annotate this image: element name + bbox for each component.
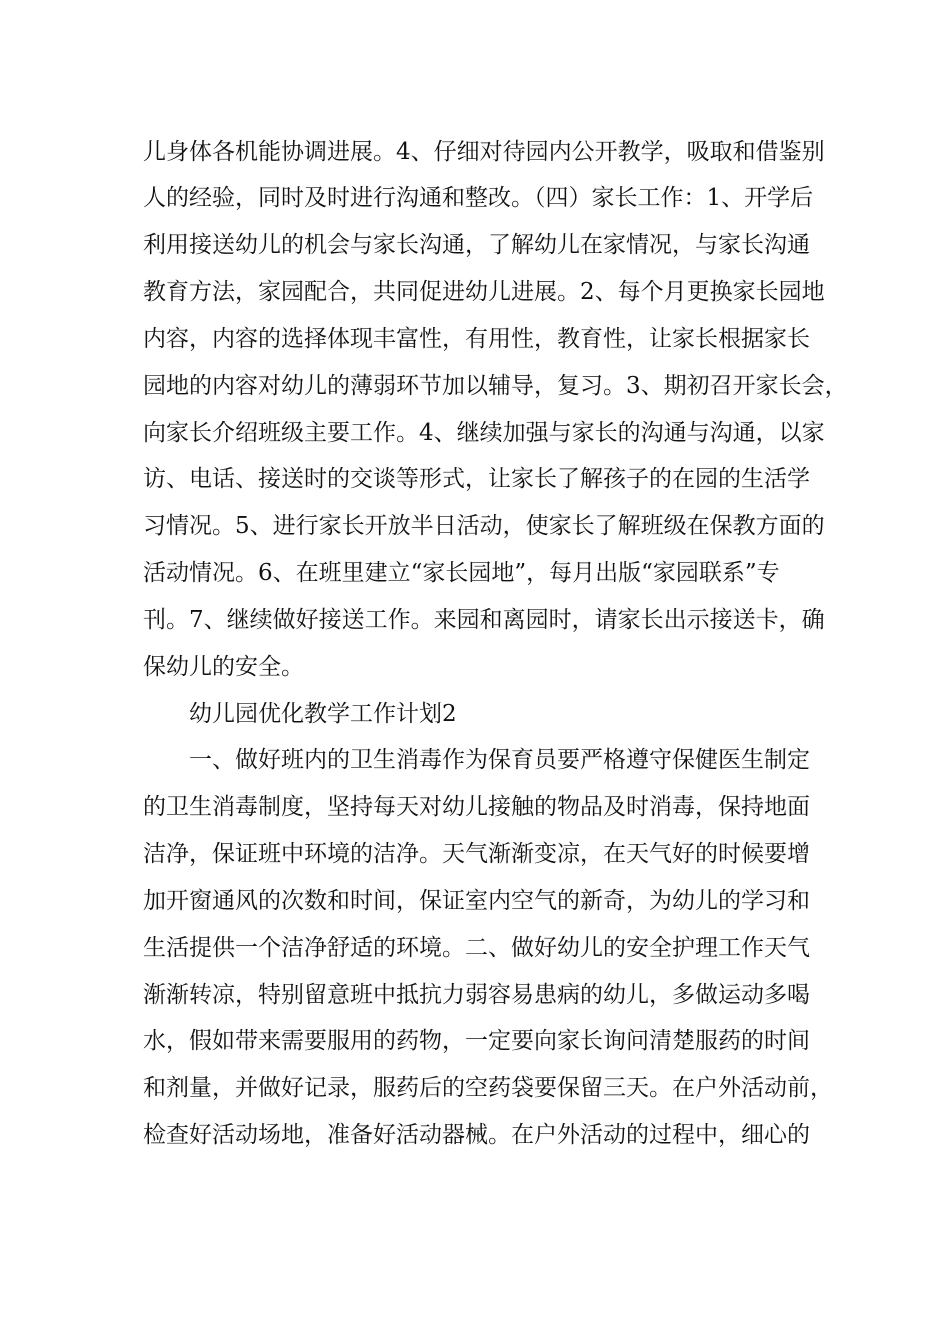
text-line: 内容，内容的选择体现丰富性，有用性，教育性，让家长根据家长 xyxy=(143,326,810,352)
text-line: 习情况。5、进行家长开放半日活动，使家长了解班级在保教方面的 xyxy=(143,513,825,539)
text-line: 渐渐转凉，特别留意班中抵抗力弱容易患病的幼儿，多做运动多喝 xyxy=(143,982,810,1008)
text-line: 向家长介绍班级主要工作。4、继续加强与家长的沟通与沟通，以家 xyxy=(143,420,825,446)
text-line: 儿身体各机能协调进展。4、仔细对待园内公开教学，吸取和借鉴别 xyxy=(143,139,825,165)
text-line: 保幼儿的安全。 xyxy=(143,654,304,680)
text-line: 利用接送幼儿的机会与家长沟通，了解幼儿在家情况，与家长沟通 xyxy=(143,232,810,258)
text-line: 检查好活动场地，准备好活动器械。在户外活动的过程中，细心的 xyxy=(143,1122,810,1148)
text-line: 教育方法，家园配合，共同促进幼儿进展。2、每个月更换家长园地 xyxy=(143,279,825,305)
text-line: 加开窗通风的次数和时间，保证室内空气的新奇，为幼儿的学习和 xyxy=(143,888,810,914)
section-title: 幼儿园优化教学工作计划2 xyxy=(189,701,457,727)
text-line: 洁净，保证班中环境的洁净。天气渐渐变凉，在天气好的时候要增 xyxy=(143,841,810,867)
text-line: 和剂量，并做好记录，服药后的空药袋要保留三天。在户外活动前， xyxy=(143,1075,833,1101)
text-line: 的卫生消毒制度，坚持每天对幼儿接触的物品及时消毒，保持地面 xyxy=(143,794,810,820)
text-line: 园地的内容对幼儿的薄弱环节加以辅导，复习。3、期初召开家长会， xyxy=(143,373,848,399)
text-line: 活动情况。6、在班里建立“家长园地”，每月出版“家园联系”专 xyxy=(143,560,780,586)
text-line: 一、做好班内的卫生消毒作为保育员要严格遵守保健医生制定 xyxy=(189,747,810,773)
text-line: 访、电话、接送时的交谈等形式，让家长了解孩子的在园的生活学 xyxy=(143,466,810,492)
text-line: 刊。7、继续做好接送工作。来园和离园时，请家长出示接送卡，确 xyxy=(143,607,825,633)
text-line: 水，假如带来需要服用的药物，一定要向家长询问清楚服药的时间 xyxy=(143,1028,810,1054)
text-line: 生活提供一个洁净舒适的环境。二、做好幼儿的安全护理工作天气 xyxy=(143,935,810,961)
text-line: 人的经验，同时及时进行沟通和整改。（四）家长工作：1、开学后 xyxy=(143,185,814,211)
